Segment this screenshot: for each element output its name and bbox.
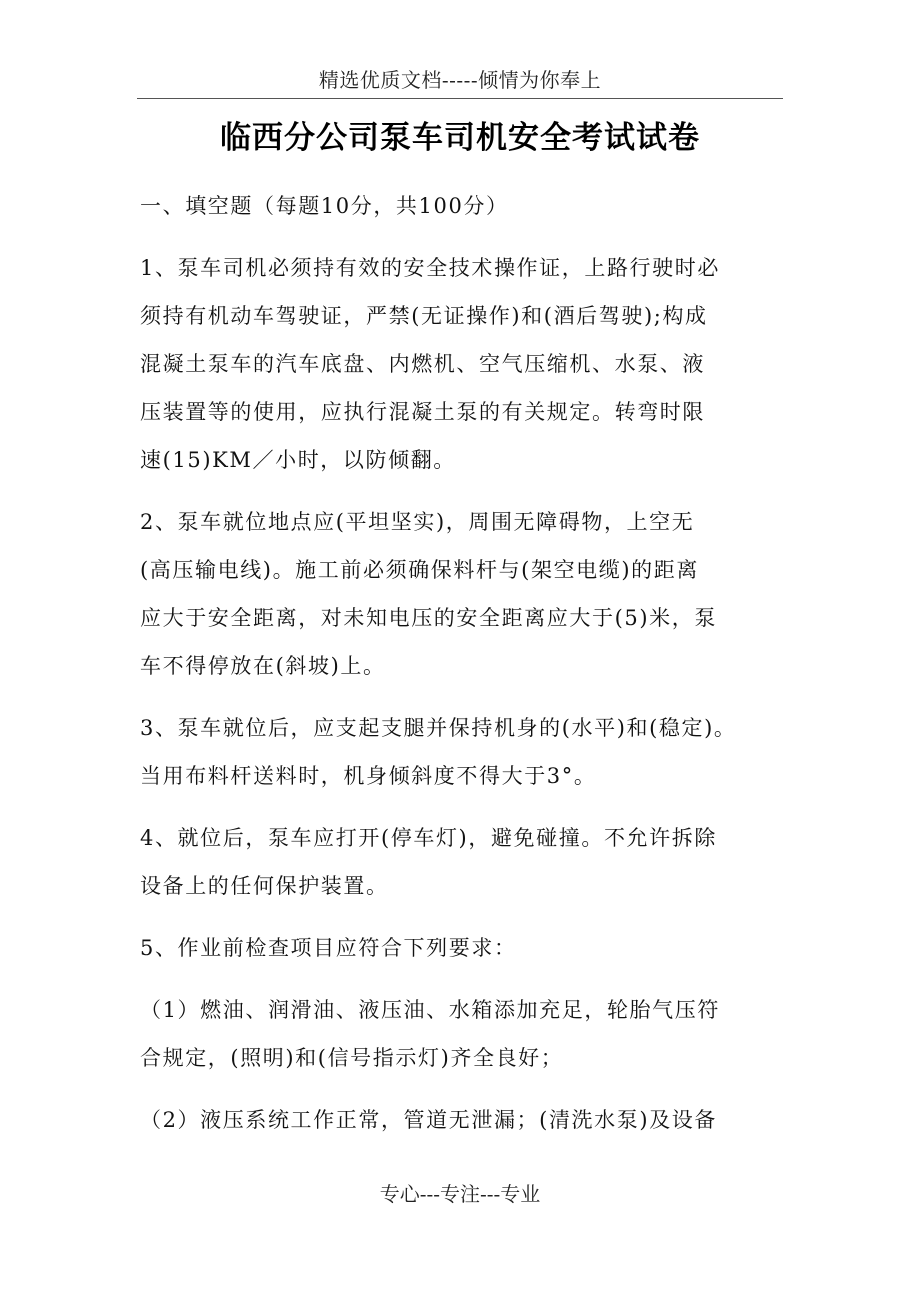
question-5 [140,924,800,972]
question-line: 1、泵车司机必须持有效的安全技术操作证，上路行驶时必 [140,256,720,280]
question-line: 2、泵车就位地点应(平坦坚实)，周围无障碍物，上空无 [140,510,695,534]
question-line: 5、作业前检查项目应符合下列要求： [140,936,517,960]
page-footer: 专心---专注---专业 [379,1182,541,1206]
question-3 [140,704,800,800]
question-line: 3、泵车就位后，应支起支腿并保持机身的(水平)和(稳定)。 [140,716,737,740]
question-line: （1）燃油、润滑油、液压油、水箱添加充足，轮胎气压符 [140,998,720,1022]
question-line: 当用布料杆送料时，机身倾斜度不得大于3°。 [140,764,597,788]
section-heading [140,182,800,230]
question-line: 应大于安全距离，对未知电压的安全距离应大于(5)米，泵 [140,606,717,630]
question-line: 须持有机动车驾驶证，严禁(无证操作)和(酒后驾驶);构成 [140,304,708,328]
question-line: （2）液压系统工作正常，管道无泄漏；(清洗水泵)及设备 [140,1108,717,1132]
question-line: 车不得停放在(斜坡)上。 [140,654,386,678]
question-line: 合规定，(照明)和(信号指示灯)齐全良好； [140,1046,564,1070]
question-1 [140,244,800,484]
question-5-item-2 [140,1096,800,1144]
question-2 [140,498,800,690]
document-title: 临西分公司泵车司机安全考试试卷 [220,120,700,156]
header-divider [137,98,783,99]
question-5-item-1 [140,986,800,1082]
page-header: 精选优质文档-----倾情为你奉上 [318,68,602,92]
question-line: 4、就位后，泵车应打开(停车灯)，避免碰撞。不允许拆除 [140,826,717,850]
question-line: 压装置等的使用，应执行混凝土泵的有关规定。转弯时限 [140,400,705,424]
question-line: 速(15)KM／小时，以防倾翻。 [140,448,456,472]
question-line: (高压输电线)。施工前必须确保料杆与(架空电缆)的距离 [140,558,699,582]
question-4 [140,814,800,910]
question-line: 混凝土泵车的汽车底盘、内燃机、空气压缩机、水泵、液 [140,352,705,376]
question-line: 设备上的任何保护装置。 [140,874,389,898]
document-body [140,182,800,1158]
section-heading-text: 一、填空题（每题10分，共100分） [140,194,509,218]
